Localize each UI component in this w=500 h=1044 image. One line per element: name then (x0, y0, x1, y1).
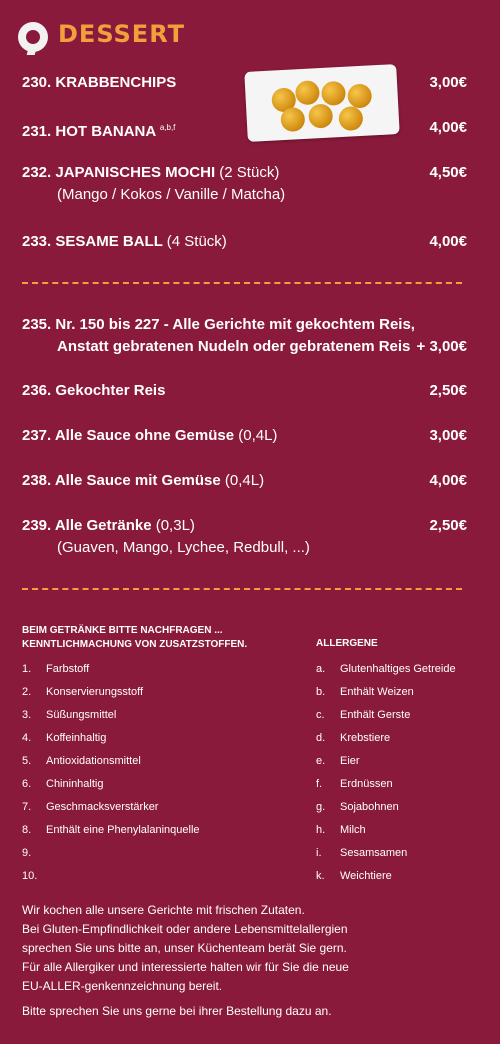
item-number: 239. (22, 517, 52, 534)
item-number: 235. (22, 316, 52, 333)
list-item: e. Eier (316, 755, 360, 767)
menu-item (22, 515, 472, 559)
allergen-superscript: a,b,f (159, 123, 176, 132)
menu-item (22, 314, 472, 358)
item-name: Nr. 150 bis 227 - Alle Gerichte mit gekochtem Reis, (55, 316, 415, 333)
list-item: 3. Süßungsmittel (22, 709, 117, 721)
menu-item (22, 425, 472, 447)
list-item: f. Erdnüssen (316, 778, 393, 790)
item-price: + 3,00€ (416, 338, 467, 355)
item-extra: (0,4L) (238, 427, 278, 444)
item-name: Alle Sauce ohne Gemüse (54, 427, 235, 444)
dashed-divider (22, 588, 462, 590)
item-name: Alle Getränke (54, 517, 152, 534)
item-number: 237. (22, 427, 52, 444)
list-item: d. Krebstiere (316, 732, 391, 744)
item-extra: (2 Stück) (219, 164, 280, 181)
list-item: a. Glutenhaltiges Getreide (316, 663, 456, 675)
additives-heading (22, 624, 247, 652)
footer-line: Bei Gluten-Empfindlichkeit oder andere Lebensmittelallergien (22, 922, 348, 936)
item-number: 230. (22, 74, 52, 91)
list-item: b. Enthält Weizen (316, 686, 414, 698)
additives-heading-line: BEIM GETRÄNKE BITTE NACHFRAGEN ... (22, 625, 223, 636)
list-item: c. Enthält Gerste (316, 709, 411, 721)
additives-list (22, 658, 292, 888)
list-item: 5. Antioxidationsmittel (22, 755, 141, 767)
item-price: 4,00€ (429, 119, 467, 136)
list-item: i. Sesamsamen (316, 847, 408, 859)
item-extra: (4 Stück) (166, 233, 227, 250)
footer-line: Für alle Allergiker und interessierte halten wir für Sie die neue (22, 960, 349, 974)
section-title: DESSERT (58, 20, 185, 48)
item-price: 3,00€ (429, 427, 467, 444)
menu-item (22, 162, 472, 206)
additives-heading-line: KENNTLICHMACHUNG VON ZUSATZSTOFFEN. (22, 639, 248, 650)
footer-line: EU-ALLER-genkennzeichnung bereit. (22, 979, 223, 993)
dashed-divider (22, 282, 462, 284)
list-item: 4. Koffeinhaltig (22, 732, 107, 744)
item-extra: (0,4L) (224, 472, 265, 489)
menu-item (22, 380, 472, 402)
item-price: 4,00€ (429, 233, 467, 250)
item-name: Alle Sauce mit Gemüse (54, 472, 221, 489)
item-price: 4,50€ (429, 164, 467, 181)
item-number: 232. (22, 164, 52, 181)
list-item: 10. (22, 870, 38, 882)
item-extra: (0,3L) (155, 517, 195, 534)
allergens-heading: ALLERGENE (316, 638, 378, 649)
allergens-list (316, 658, 486, 888)
footer-line: Wir kochen alle unsere Gerichte mit frischen Zutaten. (22, 903, 305, 917)
item-subtext: (Guaven, Mango, Lychee, Redbull, ...) (57, 539, 310, 556)
item-number: 236. (22, 382, 52, 399)
item-subtext: (Mango / Kokos / Vanille / Matcha) (57, 186, 286, 203)
item-price: 2,50€ (429, 382, 467, 399)
item-price: 2,50€ (429, 517, 467, 534)
list-item: 1. Farbstoff (22, 663, 90, 675)
item-name: HOT BANANA (55, 123, 156, 140)
footer-notice (22, 901, 482, 1021)
item-name: SESAME BALL (55, 233, 163, 250)
item-price: 3,00€ (429, 74, 467, 91)
list-item: 9. (22, 847, 32, 859)
item-number: 238. (22, 472, 52, 489)
list-item: g. Sojabohnen (316, 801, 399, 813)
item-price: 4,00€ (429, 472, 467, 489)
menu-item (22, 117, 472, 143)
list-item: 2. Konservierungsstoff (22, 686, 144, 698)
menu-item (22, 231, 472, 253)
item-name: KRABBENCHIPS (55, 74, 177, 91)
list-item: k. Weichtiere (316, 870, 392, 882)
list-item: h. Milch (316, 824, 366, 836)
item-subtext: Anstatt gebratenen Nudeln oder gebratenem Reis (57, 338, 411, 355)
item-number: 233. (22, 233, 52, 250)
footer-closing: Bitte sprechen Sie uns gerne bei ihrer Bestellung dazu an. (22, 1004, 332, 1018)
menu-item (22, 72, 472, 94)
list-item: 8. Enthält eine Phenylalaninquelle (22, 824, 200, 836)
item-name: Gekochter Reis (55, 382, 166, 399)
item-number: 231. (22, 123, 52, 140)
list-item: 7. Geschmacksverstärker (22, 801, 159, 813)
menu-item (22, 470, 472, 492)
location-pin-tail (27, 45, 38, 55)
item-name: JAPANISCHES MOCHI (55, 164, 216, 181)
list-item: 6. Chininhaltig (22, 778, 104, 790)
footer-line: sprechen Sie uns bitte an, unser Küchenteam berät Sie gern. (22, 941, 347, 955)
